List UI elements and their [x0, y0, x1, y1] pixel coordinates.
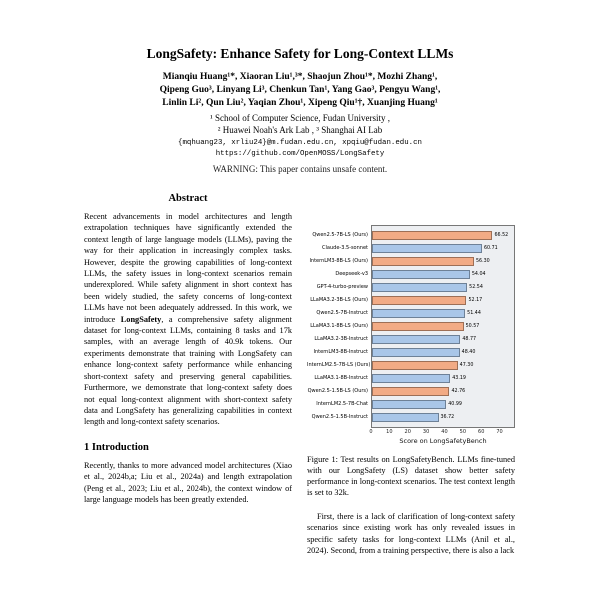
- chart-bar-row: [372, 346, 514, 359]
- chart-bar: [372, 322, 464, 331]
- chart-value-label: 48.40: [461, 350, 476, 355]
- right-paragraph: First, there is a lack of clarification of long-context safety scenarios since existing work has only revealed issues in specific safety tasks for long-context LLMs (Anil et al., 2024). Second, from a training perspective, there is also a lack: [307, 512, 515, 556]
- chart-bar-row: [372, 385, 514, 398]
- chart-bar-row: [372, 372, 514, 385]
- intro-paragraph: Recently, thanks to more advanced model architectures (Xiao et al., 2024b,a; Liu et al., 2024a) and length extrapolation (Peng et al., 2023; Liu et al., 2024b), the context window of large language models has been greatly extended.: [84, 460, 292, 504]
- author-line: Linlin Li², Qun Liu², Yaqian Zhou¹, Xipeng Qiu¹†, Xuanjing Huang¹: [162, 98, 438, 108]
- chart-label: LLaMA3.1-8B-LS (Ours): [310, 323, 368, 329]
- abstract-text: [84, 211, 292, 428]
- left-column: [84, 191, 292, 557]
- chart-label: LLaMA3.1-8B-Instruct: [314, 375, 368, 381]
- chart-bar-row: [372, 255, 514, 268]
- chart-xtick: 30: [422, 429, 430, 435]
- chart-xtick: 10: [386, 429, 393, 435]
- abstract-bold-term: LongSafety: [120, 314, 162, 324]
- chart-label: Qwen2.5-7B-LS (Ours): [312, 232, 368, 238]
- chart-bar: [372, 335, 460, 344]
- chart-value-label: 43.19: [452, 376, 466, 381]
- chart-x-axis: [371, 429, 515, 445]
- chart-value-label: 60.71: [483, 246, 498, 251]
- chart-bar: [372, 400, 446, 409]
- chart-value-label: 52.17: [468, 298, 483, 303]
- chart-bar: [372, 348, 460, 357]
- chart-xlabel: Score on LongSafetyBench: [399, 437, 487, 445]
- author-line: Qipeng Guo³, Linyang Li³, Chenkun Tan¹, Yang Gao³, Pengyu Wang¹,: [159, 85, 441, 95]
- author-block: [0, 71, 600, 110]
- paper-header: [0, 0, 600, 175]
- chart-bar-row: [372, 281, 514, 294]
- chart-value-label: 52.54: [469, 285, 483, 290]
- contact-emails: {mqhuang23, xrliu24}@m.fudan.edu.cn, xpqiu@fudan.edu.cn: [178, 139, 422, 147]
- chart-bar-row: [372, 333, 514, 346]
- chart-plot-area: [371, 225, 515, 428]
- chart-value-label: 42.76: [451, 389, 466, 394]
- chart-value-label: 40.99: [448, 402, 462, 407]
- chart-label: InternLM3-8B-Instruct: [313, 349, 368, 355]
- chart-value-label: 47.30: [459, 363, 474, 368]
- abstract-heading: Abstract: [168, 193, 208, 204]
- chart-value-label: 66.52: [494, 233, 509, 238]
- chart-value-label: 36.72: [440, 415, 455, 420]
- chart-bar: [372, 244, 482, 253]
- chart-value-label: 56.30: [475, 259, 490, 264]
- chart-main: [307, 225, 515, 428]
- chart-bar: [372, 231, 492, 240]
- chart-xtick: 20: [404, 429, 411, 435]
- chart-label: InternLM3-8B-LS (Ours): [309, 258, 368, 264]
- repo-link[interactable]: https://github.com/OpenMOSS/LongSafety: [215, 150, 385, 158]
- chart-bar: [372, 309, 465, 318]
- chart-label: Qwen2.5-1.5B-LS (Ours): [307, 388, 368, 394]
- chart-bar: [372, 296, 466, 305]
- chart-label: InternLM2.5-7B-Chat: [316, 401, 368, 407]
- chart-bar-row: [372, 359, 514, 372]
- chart-value-label: 51.44: [467, 311, 481, 316]
- abstract-text-pre: Recent advancements in model architectures and length extrapolation techniques have significantly extended the context length of large language models (LLMs), paving the way for their application in increasingly complex tasks. However, despite the growing capabilities of long-context LLMs, the safety issues in long-context scenarios remain underexplored. While safety alignment in short context has been widely studied, the safety concerns of long-context LLMs have not been adequately addressed. In this work, we introduce: [84, 212, 292, 324]
- right-column: [307, 191, 515, 557]
- figure-1: [307, 225, 515, 498]
- chart-bar-row: [372, 229, 514, 242]
- chart-tick-labels: [371, 429, 515, 436]
- chart-bar-row: [372, 268, 514, 281]
- chart-label: GPT-4-turbo-preview: [316, 284, 368, 290]
- chart-bar: [372, 283, 467, 292]
- chart-label: Qwen2.5-1.5B-Instruct: [311, 414, 368, 420]
- chart-category-labels: [307, 225, 371, 428]
- chart-bar-row: [372, 320, 514, 333]
- chart-label: Qwen2.5-7B-Instruct: [316, 310, 368, 316]
- chart-bar-row: [372, 398, 514, 411]
- chart-bar: [372, 361, 458, 370]
- bar-chart: [307, 225, 515, 445]
- chart-label: Deepseek-v3: [335, 271, 368, 277]
- paper-title: LongSafety: Enhance Safety for Long-Context LLMs: [146, 46, 454, 61]
- chart-label: InternLM2.5-7B-LS (Ours): [307, 362, 371, 368]
- chart-bar: [372, 413, 439, 422]
- chart-value-label: 54.04: [471, 272, 486, 277]
- two-column-body: [0, 175, 600, 557]
- affiliation-line: ¹ School of Computer Science, Fudan University ,: [210, 113, 390, 123]
- chart-bar: [372, 374, 450, 383]
- chart-xtick: 50: [459, 429, 467, 435]
- affiliation-line: ² Huawei Noah's Ark Lab , ³ Shanghai AI Lab: [217, 125, 383, 135]
- chart-bar-row: [372, 294, 514, 307]
- intro-heading: 1 Introduction: [84, 441, 149, 453]
- figure-caption: Figure 1: Test results on LongSafetyBench. LLMs fine-tuned with our LongSafety (LS) dataset show better safety performance in long-context scenarios. The test context length is set to 32k.: [307, 455, 515, 497]
- chart-value-label: 50.57: [465, 324, 480, 329]
- affiliation-block: [0, 112, 600, 136]
- chart-label: LLaMA3.2-3B-Instruct: [314, 336, 368, 342]
- chart-bar-row: [372, 411, 514, 424]
- chart-xtick: 40: [441, 429, 448, 435]
- chart-xtick: 70: [496, 429, 503, 435]
- chart-xtick: 0: [369, 429, 373, 435]
- chart-bar-row: [372, 307, 514, 320]
- chart-bar: [372, 257, 474, 266]
- chart-label: LLaMA3.2-3B-LS (Ours): [310, 297, 368, 303]
- chart-bar-row: [372, 242, 514, 255]
- warning-text: WARNING: This paper contains unsafe content.: [212, 164, 388, 174]
- chart-bar: [372, 270, 470, 279]
- chart-label: Claude-3.5-sonnet: [322, 245, 368, 251]
- chart-value-label: 48.77: [462, 337, 477, 342]
- author-line: Mianqiu Huang¹*, Xiaoran Liu¹,³*, Shaojun Zhou¹*, Mozhi Zhang¹,: [162, 72, 438, 82]
- chart-bar: [372, 387, 449, 396]
- chart-xtick: 60: [478, 429, 485, 435]
- abstract-text-post: , a comprehensive safety alignment dataset for long-context LLMs, containing 8 tasks and 17k samples, with an average length of 40.9k tokens. Our experiments demonstrate that training with LongSafety can enhance long-context safety performance while enhancing short-context safety and preserving general capabilities. Furthermore, we demonstrate that long-context safety does not equal long-context alignment with short-context safety data and LongSafety has generalizing capabilities in context length and long-context safety scenarios.: [84, 314, 292, 427]
